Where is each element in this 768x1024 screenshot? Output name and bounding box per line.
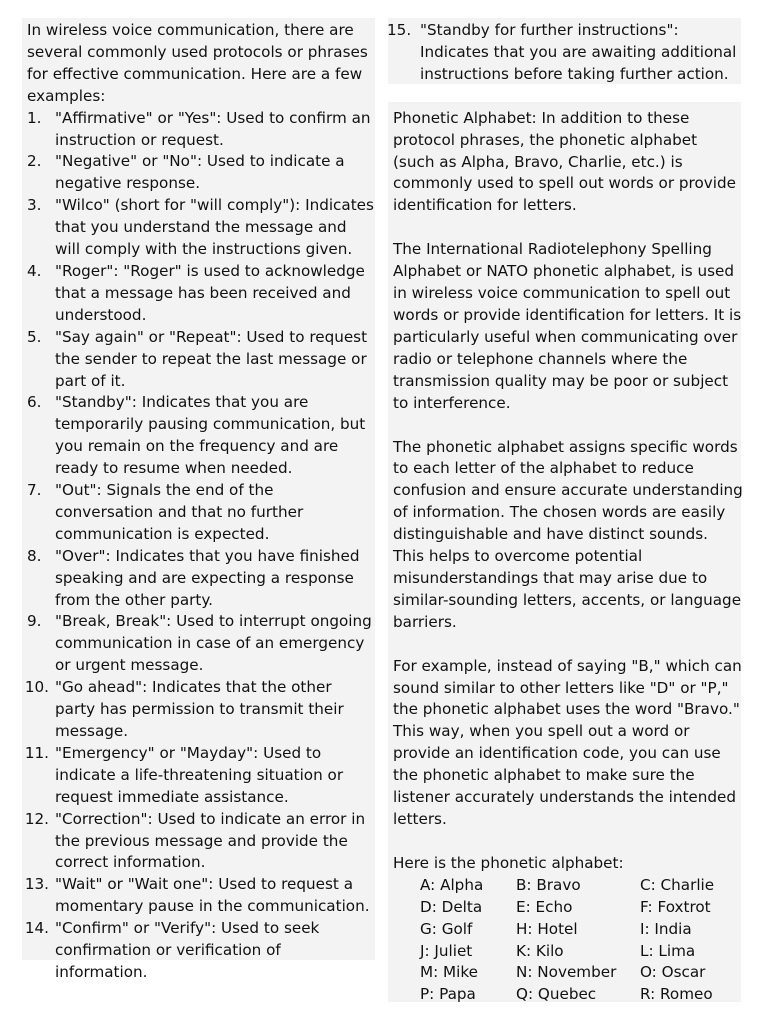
list-number: 15. [387, 21, 412, 39]
list-item [27, 611, 375, 677]
alphabet-row [420, 919, 740, 941]
list-text: "Go ahead": Indicates that the other party has permission to transmit their message. [55, 678, 344, 740]
list-text: "Emergency" or "Mayday": Used to indicate a life-threatening situation or request immediate assistance. [55, 743, 344, 806]
alphabet-entry: D: Delta [420, 897, 483, 916]
list-item [27, 261, 375, 327]
list-text: "Standby for further instructions": Indicates that you are awaiting additional instructions before taking further action. [420, 21, 737, 83]
list-number: 12. [24, 809, 49, 828]
alphabet-entry: B: Bravo [516, 875, 581, 894]
list-text: "Standby": Indicates that you are temporarily pausing communication, but you remain on the frequency and are ready to resume when needed. [55, 393, 366, 478]
list-number: 9. [27, 612, 42, 631]
alphabet-heading: Here is the phonetic alphabet: [393, 853, 624, 872]
list-text: "Correction": Used to indicate an error in the previous message and provide the correct information. [55, 809, 366, 872]
list-number: 6. [27, 393, 42, 412]
list-number: 10. [24, 678, 49, 697]
alphabet-entry: G: Golf [420, 919, 473, 938]
list-text: "Negative" or "No": Used to indicate a negative response. [55, 152, 345, 193]
list-item [24, 743, 375, 809]
alphabet-entry: J: Juliet [420, 941, 473, 960]
list-text: "Roger": "Roger" is used to acknowledge that a message has been received and understood. [55, 261, 365, 324]
list-text: "Affirmative" or "Yes": Used to confirm an instruction or request. [55, 108, 371, 149]
alphabet-row [420, 897, 740, 919]
list-text: "Wait" or "Wait one": Used to request a momentary pause in the communication. [55, 875, 370, 916]
list-item [27, 546, 375, 612]
left-column [24, 20, 375, 984]
alphabet-entry: Q: Quebec [516, 985, 597, 1004]
nato-paragraph: The International Radiotelephony Spelling Alphabet or NATO phonetic alphabet, is used in wireless voice communication to spell out words or provide identification for letters. It is particularly useful when communicating over radio or telephone channels where the transmission quality may be poor or subject to interference. [393, 240, 742, 412]
alphabet-entry: R: Romeo [640, 985, 713, 1004]
alphabet-row [420, 941, 740, 963]
list-number: 1. [27, 108, 42, 127]
list-item [24, 918, 375, 984]
alphabet-entry: L: Lima [640, 941, 696, 960]
list-number: 11. [24, 743, 49, 762]
alphabet-entry: M: Mike [420, 963, 478, 982]
alphabet-row [420, 984, 740, 1006]
list-text: "Break, Break": Used to interrupt ongoing communication in case of an emergency or urgent message. [55, 612, 372, 675]
list-item-15 [387, 20, 743, 86]
list-text: "Over": Indicates that you have finished speaking and are expecting a response from the other party. [55, 546, 360, 609]
right-column [387, 20, 743, 1006]
list-text: "Wilco" (short for "will comply"): Indicates that you understand the message and will comply with the instructions given. [55, 196, 374, 259]
list-number: 5. [27, 327, 42, 346]
phonetic-alphabet-table [420, 875, 740, 1006]
phonetic-intro-paragraph: Phonetic Alphabet: In addition to these protocol phrases, the phonetic alphabet (such as Alpha, Bravo, Charlie, etc.) is commonly used to spell out words or provide identification for letters. [393, 108, 736, 215]
purpose-paragraph: The phonetic alphabet assigns specific words to each letter of the alphabet to reduce confusion and ensure accurate understanding of information. The chosen words are easily distinguishable and have distinct sounds. This helps to overcome potential misunderstandings that may arise due to similar-sounding letters, accents, or language barriers. [393, 437, 743, 631]
protocol-list [24, 108, 375, 984]
list-item [27, 392, 375, 480]
list-number: 8. [27, 546, 42, 565]
list-item [27, 195, 375, 261]
alphabet-entry: H: Hotel [516, 919, 578, 938]
list-number: 2. [27, 152, 42, 171]
intro-paragraph: In wireless voice communication, there are several commonly used protocols or phrases for effective communication. Here are a few examples: [27, 21, 368, 105]
alphabet-entry: E: Echo [516, 897, 573, 916]
list-item [27, 480, 375, 546]
alphabet-entry: N: November [516, 963, 617, 982]
list-number: 13. [24, 875, 49, 894]
list-item [27, 151, 375, 195]
alphabet-entry: I: India [640, 919, 692, 938]
alphabet-entry: A: Alpha [420, 875, 484, 894]
list-number: 4. [27, 261, 42, 280]
example-paragraph: For example, instead of saying "B," which can sound similar to other letters like "D" or "P," the phonetic alphabet uses the word "Bravo." This way, when you spell out a word or provide an identification code, you can use the phonetic alphabet to make sure the listener accurately understands the intended letters. [393, 656, 742, 828]
list-text: "Say again" or "Repeat": Used to request the sender to repeat the last message or part of it. [55, 327, 368, 390]
list-item [24, 874, 375, 918]
list-text: "Out": Signals the end of the conversation and that no further communication is expected. [55, 481, 304, 543]
list-text: "Confirm" or "Verify": Used to seek confirmation or verification of information. [55, 919, 320, 981]
alphabet-entry: C: Charlie [640, 875, 715, 894]
list-item [24, 809, 375, 875]
alphabet-entry: P: Papa [420, 985, 476, 1004]
list-number: 3. [27, 196, 42, 215]
list-item [24, 677, 375, 743]
alphabet-entry: K: Kilo [516, 941, 564, 960]
list-number: 14. [24, 919, 49, 938]
alphabet-row [420, 875, 740, 897]
alphabet-entry: F: Foxtrot [640, 897, 711, 916]
list-number: 7. [27, 481, 42, 500]
list-item [27, 327, 375, 393]
alphabet-row [420, 962, 740, 984]
alphabet-entry: O: Oscar [640, 963, 706, 982]
list-item [27, 108, 375, 152]
